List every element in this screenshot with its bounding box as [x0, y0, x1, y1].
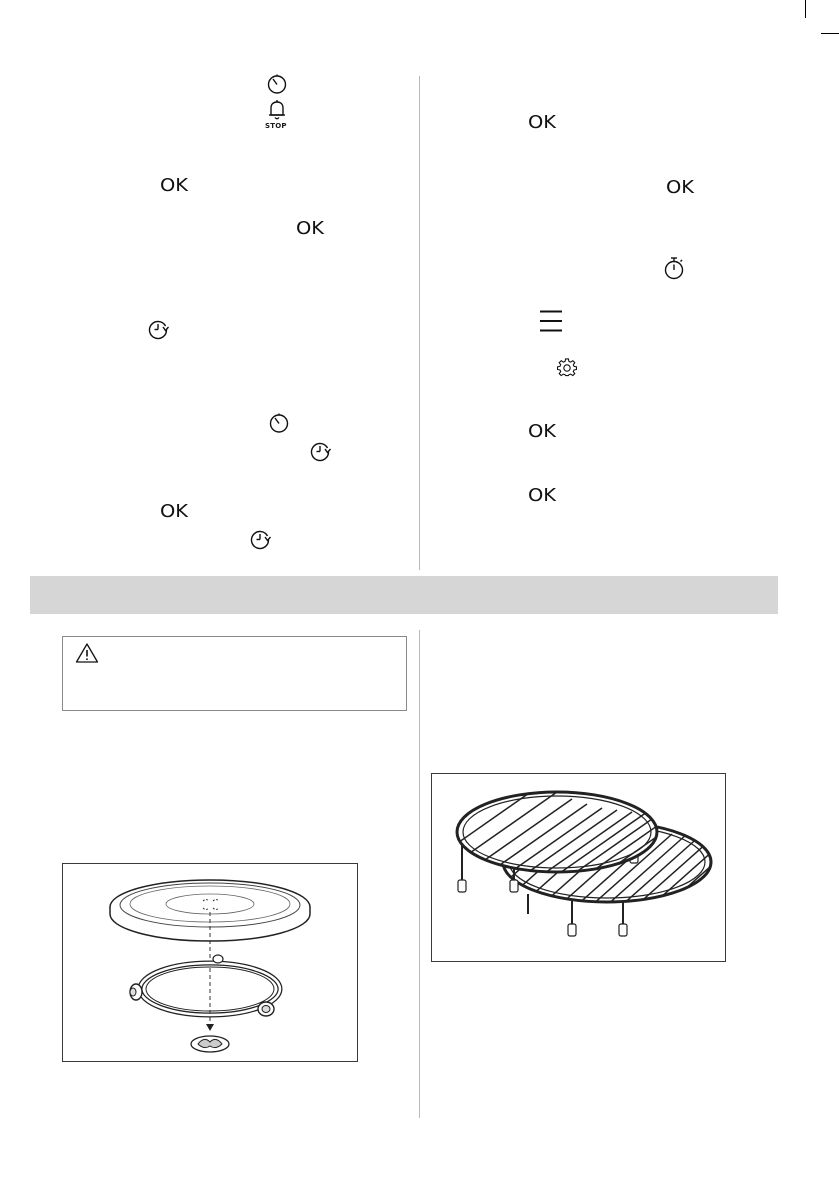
ok-button-label: OK [666, 177, 695, 198]
stopwatch-icon [663, 255, 685, 281]
column-divider-top [419, 76, 420, 570]
ok-button-label: OK [528, 421, 557, 442]
figure-turntable [62, 863, 358, 1062]
turntable-illustration [63, 864, 357, 1061]
column-divider-bottom [419, 630, 420, 1118]
clock-arrow-icon [309, 440, 333, 462]
ok-button-label: OK [528, 112, 557, 133]
figure-wire-racks [431, 773, 726, 962]
wire-racks-illustration [432, 774, 725, 961]
crop-mark-top [805, 0, 806, 18]
menu-icon [539, 309, 563, 333]
section-header-band [30, 576, 778, 614]
stop-label: STOP [265, 122, 287, 130]
ok-button-label: OK [296, 218, 325, 239]
bell-stop-icon [268, 99, 286, 121]
warning-box [62, 636, 407, 711]
ok-button-label: OK [160, 501, 189, 522]
gear-icon [557, 358, 577, 378]
timer-icon [266, 73, 288, 95]
crop-mark-right [821, 33, 839, 34]
timer-icon [268, 412, 290, 434]
ok-button-label: OK [160, 175, 189, 196]
bell-stop-group [264, 99, 290, 133]
ok-button-label: OK [528, 485, 557, 506]
clock-arrow-icon [249, 528, 273, 550]
warning-icon [75, 642, 99, 664]
clock-arrow-icon [147, 318, 171, 340]
